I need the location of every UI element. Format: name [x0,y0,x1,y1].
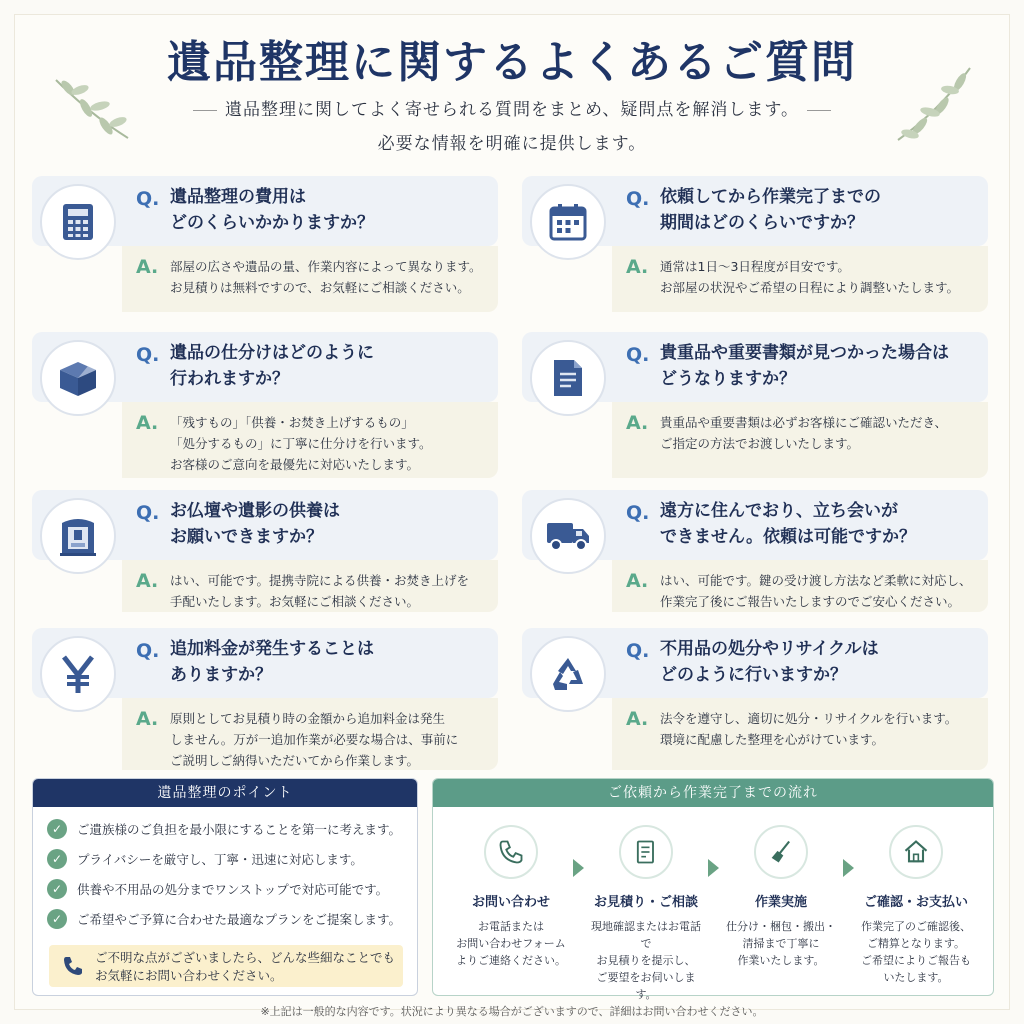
broom-icon [754,825,808,879]
answer-mark-label: A. [626,412,649,434]
point-item: ✓ プライバシーを厳守し、丁寧・迅速に対応します。 [47,849,363,869]
flow-panel [432,778,994,1001]
faq-card [522,628,988,770]
estimate-icon [619,825,673,879]
flow-arrow-icon [708,859,719,877]
question-mark-label: Q. [136,344,160,366]
answer-mark-label: A. [626,708,649,730]
box-icon [40,340,116,416]
faq-question: お仏壇や遺影の供養は お願いできますか？ [170,501,340,547]
document-icon [530,340,606,416]
question-mark-label: Q. [626,188,650,210]
question-mark-label: Q. [136,188,160,210]
calculator-icon [40,184,116,260]
check-icon: ✓ [47,879,67,899]
faq-card [522,490,988,612]
faq-answer: 「残すもの」「供養・お焚き上げするもの」 「処分するもの」に丁寧に仕分けを行います。 お客様のご意向を最優先に対応いたします。 [170,415,432,472]
question-mark-label: Q. [626,640,650,662]
faq-card [32,628,498,770]
answer-mark-label: A. [136,412,159,434]
recycle-icon [530,636,606,712]
flow-step: ご確認・お支払い 作業完了のご確認後、 ご精算となります。 ご希望によりご報告も いたします。 [856,825,976,986]
question-mark-label: Q. [136,502,160,524]
faq-question: 遠方に住んでおり、立ち会いが できません。依頼は可能ですか？ [660,501,917,547]
phone-icon [61,954,85,978]
faq-question: 遺品整理の費用は どのくらいかかりますか？ [170,187,374,233]
check-icon: ✓ [47,909,67,929]
truck-icon [530,498,606,574]
answer-mark-label: A. [136,570,159,592]
faq-card [522,332,988,478]
faq-question: 依頼してから作業完了までの 期間はどのくらいですか？ [660,187,881,233]
points-heading: 遺品整理のポイント [33,779,417,807]
flow-step: 作業実施 仕分け・梱包・搬出・ 清掃まで丁寧に 作業いたします。 [721,825,841,969]
answer-mark-label: A. [626,570,649,592]
faq-question: 追加料金が発生することは ありますか？ [170,639,374,685]
faq-answer: はい、可能です。鍵の受け渡し方法など柔軟に対応し、 作業完了後にご報告いたしますのでご安心ください。 [660,573,972,609]
faq-answer: 通常は1日〜3日程度が目安です。 お部屋の状況やご希望の日程により調整いたします。 [660,259,960,295]
contact-text: ご不明な点がございましたら、どんな些細なことでも お気軽にお問い合わせください。 [95,950,396,983]
answer-mark-label: A. [136,708,159,730]
altar-icon [40,498,116,574]
check-icon: ✓ [47,849,67,869]
faq-answer: 原則としてお見積り時の金額から追加料金は発生 しません。万が一追加作業が必要な場合は、事前に ご説明しご納得いただいてから作業します。 [170,711,459,768]
page-title: 遺品整理に関するよくあるご質問 [167,37,857,88]
faq-card [32,490,498,612]
point-item: ✓ ご遺族様のご負担を最小限にすることを第一に考えます。 [47,819,401,839]
faq-answer: はい、可能です。提携寺院による供養・お焚き上げを 手配いたします。お気軽にご相談ください。 [170,573,470,609]
yen-icon [40,636,116,712]
point-item: ✓ 供養や不用品の処分までワンストップで対応可能です。 [47,879,388,899]
flow-arrow-icon [843,859,854,877]
point-item: ✓ ご希望やご予算に合わせた最適なプランをご提案します。 [47,909,401,929]
phone-icon [484,825,538,879]
flow-step: お問い合わせ お電話または お問い合わせフォーム よりご連絡ください。 [451,825,571,969]
footer-note: ※上記は一般的な内容です。状況により異なる場合がございますので、詳細はお問い合わせください。 [260,1005,764,1018]
flow-step: お見積り・ご相談 現地確認またはお電話で お見積りを提示し、 ご要望をお伺いします。 [586,825,706,1003]
faq-card [32,332,498,478]
faq-answer: 貴重品や重要書類は必ずお客様にご確認いただき、 ご指定の方法でお渡しいたします。 [660,415,948,451]
page-subtitle: 遺品整理に関してよく寄せられる質問をまとめ、疑問点を解消します。 [0,95,1024,120]
faq-question: 貴重品や重要書類が見つかった場合は どうなりますか？ [660,343,949,389]
flow-arrow-icon [573,859,584,877]
points-panel [32,778,418,996]
contact-note [49,945,403,987]
faq-answer: 部屋の広さや遺品の量、作業内容によって異なります。 お見積りは無料ですので、お気軽にご相談ください。 [170,259,482,295]
faq-answer: 法令を遵守し、適切に処分・リサイクルを行います。 環境に配慮した整理を心がけています。 [660,711,958,747]
faq-card [522,176,988,312]
faq-card [32,176,498,312]
answer-mark-label: A. [626,256,649,278]
check-icon: ✓ [47,819,67,839]
faq-question: 遺品の仕分けはどのように 行われますか？ [170,343,374,389]
answer-mark-label: A. [136,256,159,278]
question-mark-label: Q. [136,640,160,662]
page-subtitle-2: 必要な情報を明確に提供します。 [377,134,647,154]
calendar-icon [530,184,606,260]
question-mark-label: Q. [626,344,650,366]
faq-question: 不用品の処分やリサイクルは どのように行いますか？ [660,639,879,685]
house-icon [889,825,943,879]
question-mark-label: Q. [626,502,650,524]
flow-heading: ご依頼から作業完了までの流れ [433,779,993,807]
